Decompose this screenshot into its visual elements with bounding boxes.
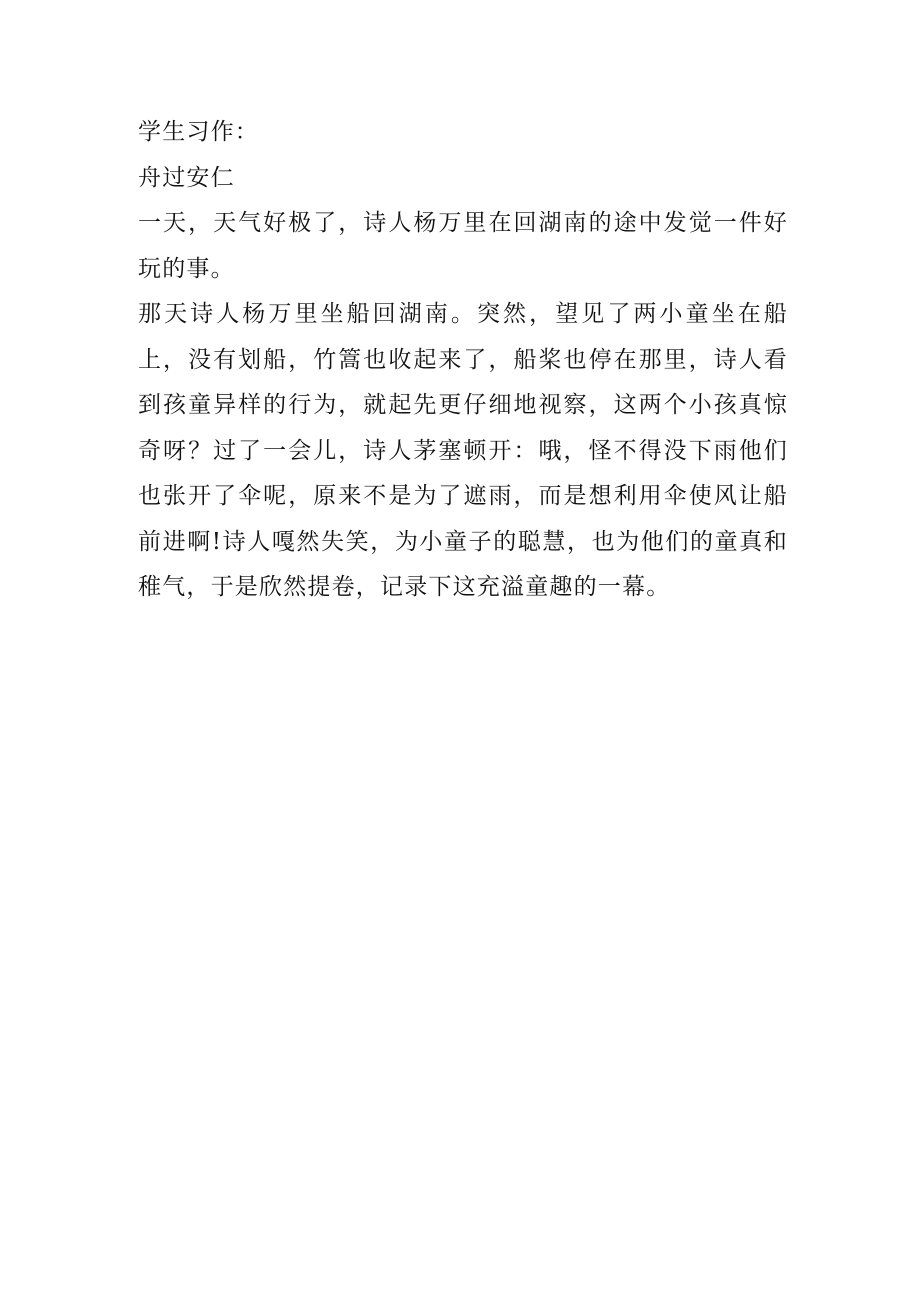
paragraph-1: 一天，天气好极了，诗人杨万里在回湖南的途中发觉一件好玩的事。 xyxy=(138,210,788,282)
essay-title: 舟过安仁 xyxy=(138,164,235,191)
section-label: 学生习作： xyxy=(138,119,259,145)
document-body xyxy=(138,110,788,611)
paragraph-2: 那天诗人杨万里坐船回湖南。突然，望见了两小童坐在船上，没有划船，竹篙也收起来了，船桨也停在那里，诗人看到孩童异样的行为，就起先更仔细地视察，这两个小孩真惊奇呀？过了一会儿，诗人茅塞顿开：哦，怪不得没下雨他们也张开了伞呢，原来不是为了遮雨，而是想利用伞使风让船前进啊!诗人嘎然失笑，为小童子的聪慧，也为他们的童真和稚气，于是欣然提卷，记录下这充溢童趣的一幕。 xyxy=(138,301,788,600)
